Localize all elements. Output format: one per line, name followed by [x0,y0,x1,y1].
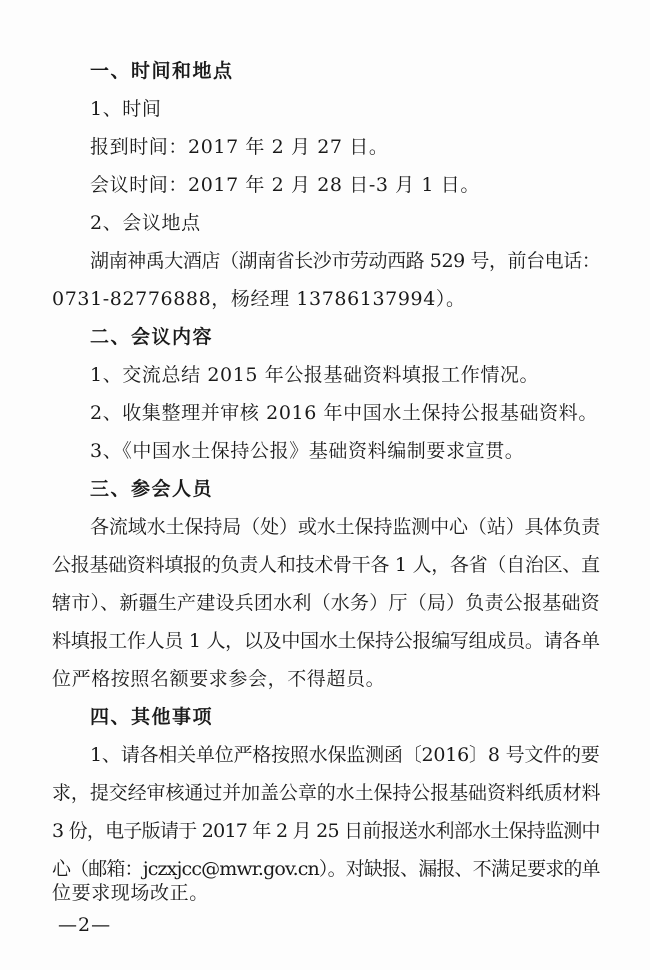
section1-sub2: 2、会议地点 [90,212,201,234]
meeting-time: 会议时间：2017 年 2 月 28 日-3 月 1 日。 [90,174,480,196]
venue-line2: 0731-82776888，杨经理 13786137994）。 [52,288,466,310]
section3-para-line2: 公报基础资料填报的负责人和技术骨干各 1 人，各省（自治区、直 [52,554,600,576]
section2-item1: 1、交流总结 2015 年公报基础资料填报工作情况。 [90,364,540,386]
page-number: —2— [58,914,112,936]
section2-item3: 3、《中国水土保持公报》基础资料编制要求宣贯。 [90,440,525,462]
section2-heading: 二、会议内容 [90,326,214,348]
section3-para-line5: 位严格按照名额要求参会，不得超员。 [52,668,386,690]
section3-para-line4: 料填报工作人员 1 人，以及中国水土保持公报编写组成员。请各单 [52,630,600,652]
section4-para-line2: 求，提交经审核通过并加盖公章的水土保持公报基础资料纸质材料 [52,782,601,804]
section3-para-line3: 辖市）、新疆生产建设兵团水利（水务）厅（局）负责公报基础资 [52,592,600,614]
section1-heading: 一、时间和地点 [90,60,234,82]
section4-para-line3: 3 份，电子版请于 2017 年 2 月 25 日前报送水利部水土保持监测中 [52,820,600,842]
section3-para-line1: 各流域水土保持局（处）或水土保持监测中心（站）具体负责 [90,516,601,538]
section4-para-line1: 1、请各相关单位严格按照水保监测函〔2016〕8 号文件的要 [90,744,600,766]
report-time: 报到时间：2017 年 2 月 27 日。 [90,136,389,158]
section4-para-line4: 心（邮箱：jczxjcc@mwr.gov.cn）。对缺报、漏报、不满足要求的单 [52,858,600,880]
venue-line1: 湖南神禹大酒店（湖南省长沙市劳动西路 529 号，前台电话： [90,250,601,272]
section4-heading: 四、其他事项 [90,706,214,728]
section3-heading: 三、参会人员 [90,478,214,500]
section2-item2: 2、收集整理并审核 2016 年中国水土保持公报基础资料。 [90,402,598,424]
section4-para-line5: 位要求现场改正。 [52,882,209,904]
section1-sub1: 1、时间 [90,98,162,120]
